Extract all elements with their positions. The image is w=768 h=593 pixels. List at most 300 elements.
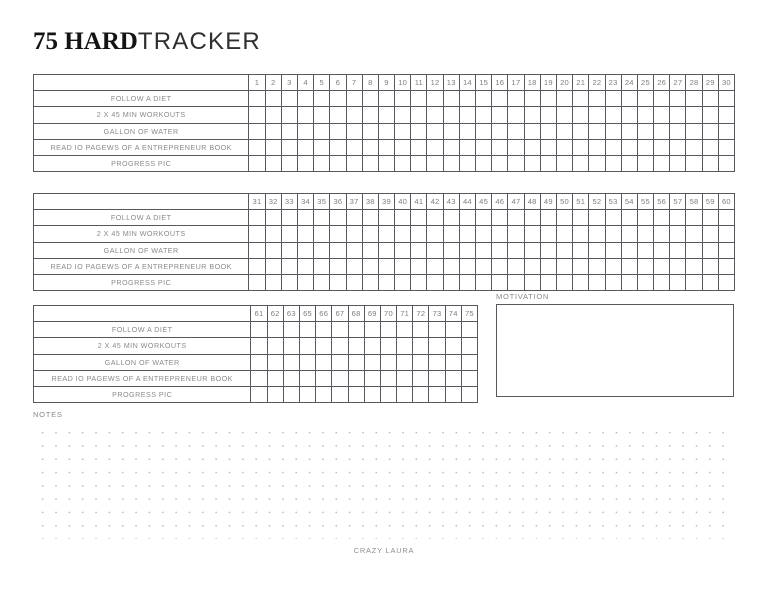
tracker-checkbox-cell[interactable] [378,107,394,123]
tracker-checkbox-cell[interactable] [413,386,429,402]
tracker-checkbox-cell[interactable] [459,242,475,258]
tracker-checkbox-cell[interactable] [589,107,605,123]
tracker-checkbox-cell[interactable] [637,123,653,139]
tracker-checkbox-cell[interactable] [281,274,297,290]
tracker-checkbox-cell[interactable] [427,155,443,171]
tracker-checkbox-cell[interactable] [251,386,267,402]
tracker-checkbox-cell[interactable] [281,210,297,226]
tracker-checkbox-cell[interactable] [314,123,330,139]
tracker-checkbox-cell[interactable] [476,155,492,171]
tracker-checkbox-cell[interactable] [362,123,378,139]
tracker-checkbox-cell[interactable] [686,226,702,242]
tracker-checkbox-cell[interactable] [429,322,445,338]
tracker-checkbox-cell[interactable] [686,139,702,155]
tracker-checkbox-cell[interactable] [445,322,461,338]
tracker-checkbox-cell[interactable] [637,107,653,123]
tracker-checkbox-cell[interactable] [332,322,348,338]
tracker-checkbox-cell[interactable] [476,258,492,274]
tracker-checkbox-cell[interactable] [395,107,411,123]
tracker-checkbox-cell[interactable] [459,123,475,139]
tracker-checkbox-cell[interactable] [395,91,411,107]
tracker-checkbox-cell[interactable] [314,210,330,226]
tracker-checkbox-cell[interactable] [427,139,443,155]
tracker-checkbox-cell[interactable] [524,210,540,226]
tracker-checkbox-cell[interactable] [443,139,459,155]
tracker-checkbox-cell[interactable] [283,322,299,338]
tracker-checkbox-cell[interactable] [508,258,524,274]
tracker-checkbox-cell[interactable] [686,210,702,226]
tracker-checkbox-cell[interactable] [605,123,621,139]
tracker-checkbox-cell[interactable] [540,107,556,123]
tracker-checkbox-cell[interactable] [476,107,492,123]
tracker-checkbox-cell[interactable] [297,274,313,290]
tracker-checkbox-cell[interactable] [443,123,459,139]
tracker-checkbox-cell[interactable] [445,338,461,354]
tracker-checkbox-cell[interactable] [316,386,332,402]
tracker-checkbox-cell[interactable] [267,354,283,370]
tracker-checkbox-cell[interactable] [427,242,443,258]
tracker-checkbox-cell[interactable] [348,370,364,386]
tracker-checkbox-cell[interactable] [332,370,348,386]
tracker-checkbox-cell[interactable] [524,226,540,242]
tracker-checkbox-cell[interactable] [637,139,653,155]
tracker-checkbox-cell[interactable] [397,370,413,386]
tracker-checkbox-cell[interactable] [395,139,411,155]
tracker-checkbox-cell[interactable] [573,242,589,258]
tracker-checkbox-cell[interactable] [621,155,637,171]
tracker-checkbox-cell[interactable] [686,242,702,258]
tracker-checkbox-cell[interactable] [508,274,524,290]
tracker-checkbox-cell[interactable] [378,155,394,171]
tracker-checkbox-cell[interactable] [508,242,524,258]
tracker-checkbox-cell[interactable] [249,91,265,107]
tracker-checkbox-cell[interactable] [556,274,572,290]
tracker-checkbox-cell[interactable] [540,139,556,155]
tracker-checkbox-cell[interactable] [299,386,315,402]
tracker-checkbox-cell[interactable] [670,123,686,139]
tracker-checkbox-cell[interactable] [524,274,540,290]
tracker-checkbox-cell[interactable] [265,107,281,123]
tracker-checkbox-cell[interactable] [346,139,362,155]
tracker-checkbox-cell[interactable] [316,338,332,354]
tracker-checkbox-cell[interactable] [314,226,330,242]
tracker-checkbox-cell[interactable] [413,322,429,338]
tracker-checkbox-cell[interactable] [702,155,718,171]
tracker-checkbox-cell[interactable] [621,139,637,155]
tracker-checkbox-cell[interactable] [364,322,380,338]
tracker-checkbox-cell[interactable] [348,386,364,402]
tracker-checkbox-cell[interactable] [443,226,459,242]
tracker-checkbox-cell[interactable] [605,242,621,258]
tracker-checkbox-cell[interactable] [362,107,378,123]
tracker-checkbox-cell[interactable] [589,139,605,155]
tracker-checkbox-cell[interactable] [395,226,411,242]
tracker-checkbox-cell[interactable] [299,370,315,386]
tracker-checkbox-cell[interactable] [265,123,281,139]
tracker-checkbox-cell[interactable] [297,91,313,107]
tracker-checkbox-cell[interactable] [330,155,346,171]
tracker-checkbox-cell[interactable] [251,370,267,386]
tracker-checkbox-cell[interactable] [443,242,459,258]
tracker-checkbox-cell[interactable] [524,155,540,171]
tracker-checkbox-cell[interactable] [556,123,572,139]
tracker-checkbox-cell[interactable] [413,354,429,370]
tracker-checkbox-cell[interactable] [348,354,364,370]
tracker-checkbox-cell[interactable] [346,155,362,171]
tracker-checkbox-cell[interactable] [429,386,445,402]
tracker-checkbox-cell[interactable] [702,107,718,123]
tracker-checkbox-cell[interactable] [589,155,605,171]
tracker-checkbox-cell[interactable] [411,155,427,171]
tracker-checkbox-cell[interactable] [508,226,524,242]
tracker-checkbox-cell[interactable] [443,91,459,107]
tracker-checkbox-cell[interactable] [637,91,653,107]
tracker-checkbox-cell[interactable] [362,91,378,107]
tracker-checkbox-cell[interactable] [654,226,670,242]
tracker-checkbox-cell[interactable] [443,155,459,171]
tracker-checkbox-cell[interactable] [670,242,686,258]
tracker-checkbox-cell[interactable] [573,226,589,242]
tracker-checkbox-cell[interactable] [362,226,378,242]
tracker-checkbox-cell[interactable] [605,139,621,155]
tracker-checkbox-cell[interactable] [573,107,589,123]
tracker-checkbox-cell[interactable] [508,107,524,123]
tracker-checkbox-cell[interactable] [621,107,637,123]
tracker-checkbox-cell[interactable] [654,274,670,290]
tracker-checkbox-cell[interactable] [573,274,589,290]
tracker-checkbox-cell[interactable] [411,123,427,139]
tracker-checkbox-cell[interactable] [411,242,427,258]
tracker-checkbox-cell[interactable] [330,274,346,290]
tracker-checkbox-cell[interactable] [314,274,330,290]
tracker-checkbox-cell[interactable] [654,258,670,274]
tracker-checkbox-cell[interactable] [445,386,461,402]
tracker-checkbox-cell[interactable] [395,123,411,139]
tracker-checkbox-cell[interactable] [299,322,315,338]
tracker-checkbox-cell[interactable] [265,91,281,107]
tracker-checkbox-cell[interactable] [670,107,686,123]
tracker-checkbox-cell[interactable] [654,139,670,155]
tracker-checkbox-cell[interactable] [459,139,475,155]
tracker-checkbox-cell[interactable] [348,322,364,338]
tracker-checkbox-cell[interactable] [556,107,572,123]
tracker-checkbox-cell[interactable] [362,258,378,274]
tracker-checkbox-cell[interactable] [362,242,378,258]
tracker-checkbox-cell[interactable] [621,210,637,226]
tracker-checkbox-cell[interactable] [364,338,380,354]
tracker-checkbox-cell[interactable] [249,155,265,171]
tracker-checkbox-cell[interactable] [265,258,281,274]
tracker-checkbox-cell[interactable] [556,155,572,171]
tracker-checkbox-cell[interactable] [702,274,718,290]
tracker-checkbox-cell[interactable] [346,274,362,290]
tracker-checkbox-cell[interactable] [540,258,556,274]
tracker-checkbox-cell[interactable] [380,354,396,370]
tracker-checkbox-cell[interactable] [251,338,267,354]
tracker-checkbox-cell[interactable] [362,210,378,226]
tracker-checkbox-cell[interactable] [330,123,346,139]
tracker-checkbox-cell[interactable] [621,226,637,242]
tracker-checkbox-cell[interactable] [524,91,540,107]
tracker-checkbox-cell[interactable] [702,91,718,107]
tracker-checkbox-cell[interactable] [332,386,348,402]
tracker-checkbox-cell[interactable] [540,123,556,139]
tracker-checkbox-cell[interactable] [702,258,718,274]
tracker-checkbox-cell[interactable] [413,338,429,354]
tracker-checkbox-cell[interactable] [524,242,540,258]
tracker-checkbox-cell[interactable] [364,370,380,386]
tracker-checkbox-cell[interactable] [251,322,267,338]
tracker-checkbox-cell[interactable] [427,226,443,242]
tracker-checkbox-cell[interactable] [397,322,413,338]
tracker-checkbox-cell[interactable] [540,242,556,258]
tracker-checkbox-cell[interactable] [461,354,477,370]
tracker-checkbox-cell[interactable] [654,123,670,139]
tracker-checkbox-cell[interactable] [637,258,653,274]
tracker-checkbox-cell[interactable] [283,354,299,370]
tracker-checkbox-cell[interactable] [332,354,348,370]
tracker-checkbox-cell[interactable] [686,274,702,290]
tracker-checkbox-cell[interactable] [508,123,524,139]
tracker-checkbox-cell[interactable] [251,354,267,370]
tracker-checkbox-cell[interactable] [589,91,605,107]
tracker-checkbox-cell[interactable] [297,123,313,139]
tracker-checkbox-cell[interactable] [330,91,346,107]
tracker-checkbox-cell[interactable] [314,91,330,107]
tracker-checkbox-cell[interactable] [686,107,702,123]
tracker-checkbox-cell[interactable] [265,155,281,171]
tracker-checkbox-cell[interactable] [718,242,734,258]
tracker-checkbox-cell[interactable] [589,242,605,258]
tracker-checkbox-cell[interactable] [443,210,459,226]
tracker-checkbox-cell[interactable] [654,210,670,226]
tracker-checkbox-cell[interactable] [492,258,508,274]
tracker-checkbox-cell[interactable] [556,210,572,226]
tracker-checkbox-cell[interactable] [314,258,330,274]
tracker-checkbox-cell[interactable] [281,91,297,107]
tracker-checkbox-cell[interactable] [476,274,492,290]
tracker-checkbox-cell[interactable] [380,370,396,386]
tracker-checkbox-cell[interactable] [670,91,686,107]
tracker-checkbox-cell[interactable] [395,155,411,171]
tracker-checkbox-cell[interactable] [670,258,686,274]
tracker-checkbox-cell[interactable] [281,226,297,242]
tracker-checkbox-cell[interactable] [718,91,734,107]
tracker-checkbox-cell[interactable] [702,226,718,242]
tracker-checkbox-cell[interactable] [476,226,492,242]
tracker-checkbox-cell[interactable] [249,123,265,139]
tracker-checkbox-cell[interactable] [702,123,718,139]
tracker-checkbox-cell[interactable] [476,139,492,155]
tracker-checkbox-cell[interactable] [605,210,621,226]
tracker-checkbox-cell[interactable] [508,139,524,155]
tracker-checkbox-cell[interactable] [281,107,297,123]
tracker-checkbox-cell[interactable] [524,123,540,139]
tracker-checkbox-cell[interactable] [249,226,265,242]
tracker-checkbox-cell[interactable] [589,210,605,226]
tracker-checkbox-cell[interactable] [718,258,734,274]
tracker-checkbox-cell[interactable] [427,107,443,123]
tracker-checkbox-cell[interactable] [378,91,394,107]
tracker-checkbox-cell[interactable] [637,210,653,226]
tracker-checkbox-cell[interactable] [589,226,605,242]
tracker-checkbox-cell[interactable] [573,155,589,171]
tracker-checkbox-cell[interactable] [427,91,443,107]
tracker-checkbox-cell[interactable] [556,258,572,274]
tracker-checkbox-cell[interactable] [459,155,475,171]
tracker-checkbox-cell[interactable] [605,226,621,242]
tracker-checkbox-cell[interactable] [281,139,297,155]
tracker-checkbox-cell[interactable] [686,155,702,171]
tracker-checkbox-cell[interactable] [427,258,443,274]
tracker-checkbox-cell[interactable] [459,226,475,242]
tracker-checkbox-cell[interactable] [670,139,686,155]
tracker-checkbox-cell[interactable] [540,210,556,226]
tracker-checkbox-cell[interactable] [378,226,394,242]
motivation-box[interactable] [496,304,734,397]
tracker-checkbox-cell[interactable] [299,354,315,370]
tracker-checkbox-cell[interactable] [443,258,459,274]
tracker-checkbox-cell[interactable] [589,123,605,139]
tracker-checkbox-cell[interactable] [492,107,508,123]
tracker-checkbox-cell[interactable] [297,107,313,123]
tracker-checkbox-cell[interactable] [346,226,362,242]
tracker-checkbox-cell[interactable] [249,210,265,226]
tracker-checkbox-cell[interactable] [573,91,589,107]
tracker-checkbox-cell[interactable] [476,242,492,258]
tracker-checkbox-cell[interactable] [508,155,524,171]
tracker-checkbox-cell[interactable] [670,274,686,290]
tracker-checkbox-cell[interactable] [346,258,362,274]
tracker-checkbox-cell[interactable] [702,242,718,258]
tracker-checkbox-cell[interactable] [281,258,297,274]
tracker-checkbox-cell[interactable] [380,386,396,402]
tracker-checkbox-cell[interactable] [283,338,299,354]
tracker-checkbox-cell[interactable] [573,123,589,139]
tracker-checkbox-cell[interactable] [605,274,621,290]
tracker-checkbox-cell[interactable] [267,322,283,338]
tracker-checkbox-cell[interactable] [411,258,427,274]
tracker-checkbox-cell[interactable] [330,258,346,274]
tracker-checkbox-cell[interactable] [621,123,637,139]
tracker-checkbox-cell[interactable] [346,123,362,139]
tracker-checkbox-cell[interactable] [605,91,621,107]
tracker-checkbox-cell[interactable] [378,210,394,226]
tracker-checkbox-cell[interactable] [427,123,443,139]
tracker-checkbox-cell[interactable] [330,139,346,155]
tracker-checkbox-cell[interactable] [718,139,734,155]
tracker-checkbox-cell[interactable] [378,123,394,139]
tracker-checkbox-cell[interactable] [718,123,734,139]
tracker-checkbox-cell[interactable] [508,91,524,107]
tracker-checkbox-cell[interactable] [459,258,475,274]
tracker-checkbox-cell[interactable] [476,210,492,226]
tracker-checkbox-cell[interactable] [540,226,556,242]
tracker-checkbox-cell[interactable] [411,226,427,242]
tracker-checkbox-cell[interactable] [540,91,556,107]
tracker-checkbox-cell[interactable] [556,91,572,107]
tracker-checkbox-cell[interactable] [267,338,283,354]
tracker-checkbox-cell[interactable] [686,91,702,107]
tracker-checkbox-cell[interactable] [654,242,670,258]
tracker-checkbox-cell[interactable] [265,210,281,226]
tracker-checkbox-cell[interactable] [637,274,653,290]
tracker-checkbox-cell[interactable] [411,139,427,155]
tracker-checkbox-cell[interactable] [573,139,589,155]
tracker-checkbox-cell[interactable] [362,139,378,155]
tracker-checkbox-cell[interactable] [314,242,330,258]
tracker-checkbox-cell[interactable] [556,242,572,258]
tracker-checkbox-cell[interactable] [397,386,413,402]
tracker-checkbox-cell[interactable] [281,155,297,171]
tracker-checkbox-cell[interactable] [395,210,411,226]
tracker-checkbox-cell[interactable] [297,139,313,155]
tracker-checkbox-cell[interactable] [427,210,443,226]
tracker-checkbox-cell[interactable] [443,107,459,123]
tracker-checkbox-cell[interactable] [395,258,411,274]
tracker-checkbox-cell[interactable] [346,91,362,107]
tracker-checkbox-cell[interactable] [249,242,265,258]
tracker-checkbox-cell[interactable] [332,338,348,354]
tracker-checkbox-cell[interactable] [380,338,396,354]
tracker-checkbox-cell[interactable] [589,258,605,274]
tracker-checkbox-cell[interactable] [718,274,734,290]
tracker-checkbox-cell[interactable] [508,210,524,226]
tracker-checkbox-cell[interactable] [718,210,734,226]
tracker-checkbox-cell[interactable] [299,338,315,354]
tracker-checkbox-cell[interactable] [348,338,364,354]
tracker-checkbox-cell[interactable] [461,370,477,386]
tracker-checkbox-cell[interactable] [459,107,475,123]
tracker-checkbox-cell[interactable] [411,107,427,123]
tracker-checkbox-cell[interactable] [249,258,265,274]
tracker-checkbox-cell[interactable] [429,370,445,386]
tracker-checkbox-cell[interactable] [445,370,461,386]
tracker-checkbox-cell[interactable] [492,274,508,290]
tracker-checkbox-cell[interactable] [267,370,283,386]
tracker-checkbox-cell[interactable] [540,274,556,290]
tracker-checkbox-cell[interactable] [364,354,380,370]
tracker-checkbox-cell[interactable] [411,91,427,107]
tracker-checkbox-cell[interactable] [459,274,475,290]
tracker-checkbox-cell[interactable] [492,123,508,139]
tracker-checkbox-cell[interactable] [605,155,621,171]
tracker-checkbox-cell[interactable] [492,91,508,107]
tracker-checkbox-cell[interactable] [397,338,413,354]
tracker-checkbox-cell[interactable] [718,155,734,171]
tracker-checkbox-cell[interactable] [492,155,508,171]
tracker-checkbox-cell[interactable] [330,210,346,226]
tracker-checkbox-cell[interactable] [670,155,686,171]
tracker-checkbox-cell[interactable] [637,155,653,171]
tracker-checkbox-cell[interactable] [297,242,313,258]
tracker-checkbox-cell[interactable] [621,258,637,274]
tracker-checkbox-cell[interactable] [316,370,332,386]
tracker-checkbox-cell[interactable] [654,107,670,123]
tracker-checkbox-cell[interactable] [461,338,477,354]
tracker-checkbox-cell[interactable] [378,258,394,274]
tracker-checkbox-cell[interactable] [395,274,411,290]
tracker-checkbox-cell[interactable] [718,226,734,242]
tracker-checkbox-cell[interactable] [654,155,670,171]
tracker-checkbox-cell[interactable] [524,107,540,123]
tracker-checkbox-cell[interactable] [540,155,556,171]
tracker-checkbox-cell[interactable] [265,139,281,155]
tracker-checkbox-cell[interactable] [573,210,589,226]
tracker-checkbox-cell[interactable] [249,274,265,290]
tracker-checkbox-cell[interactable] [297,155,313,171]
tracker-checkbox-cell[interactable] [702,210,718,226]
